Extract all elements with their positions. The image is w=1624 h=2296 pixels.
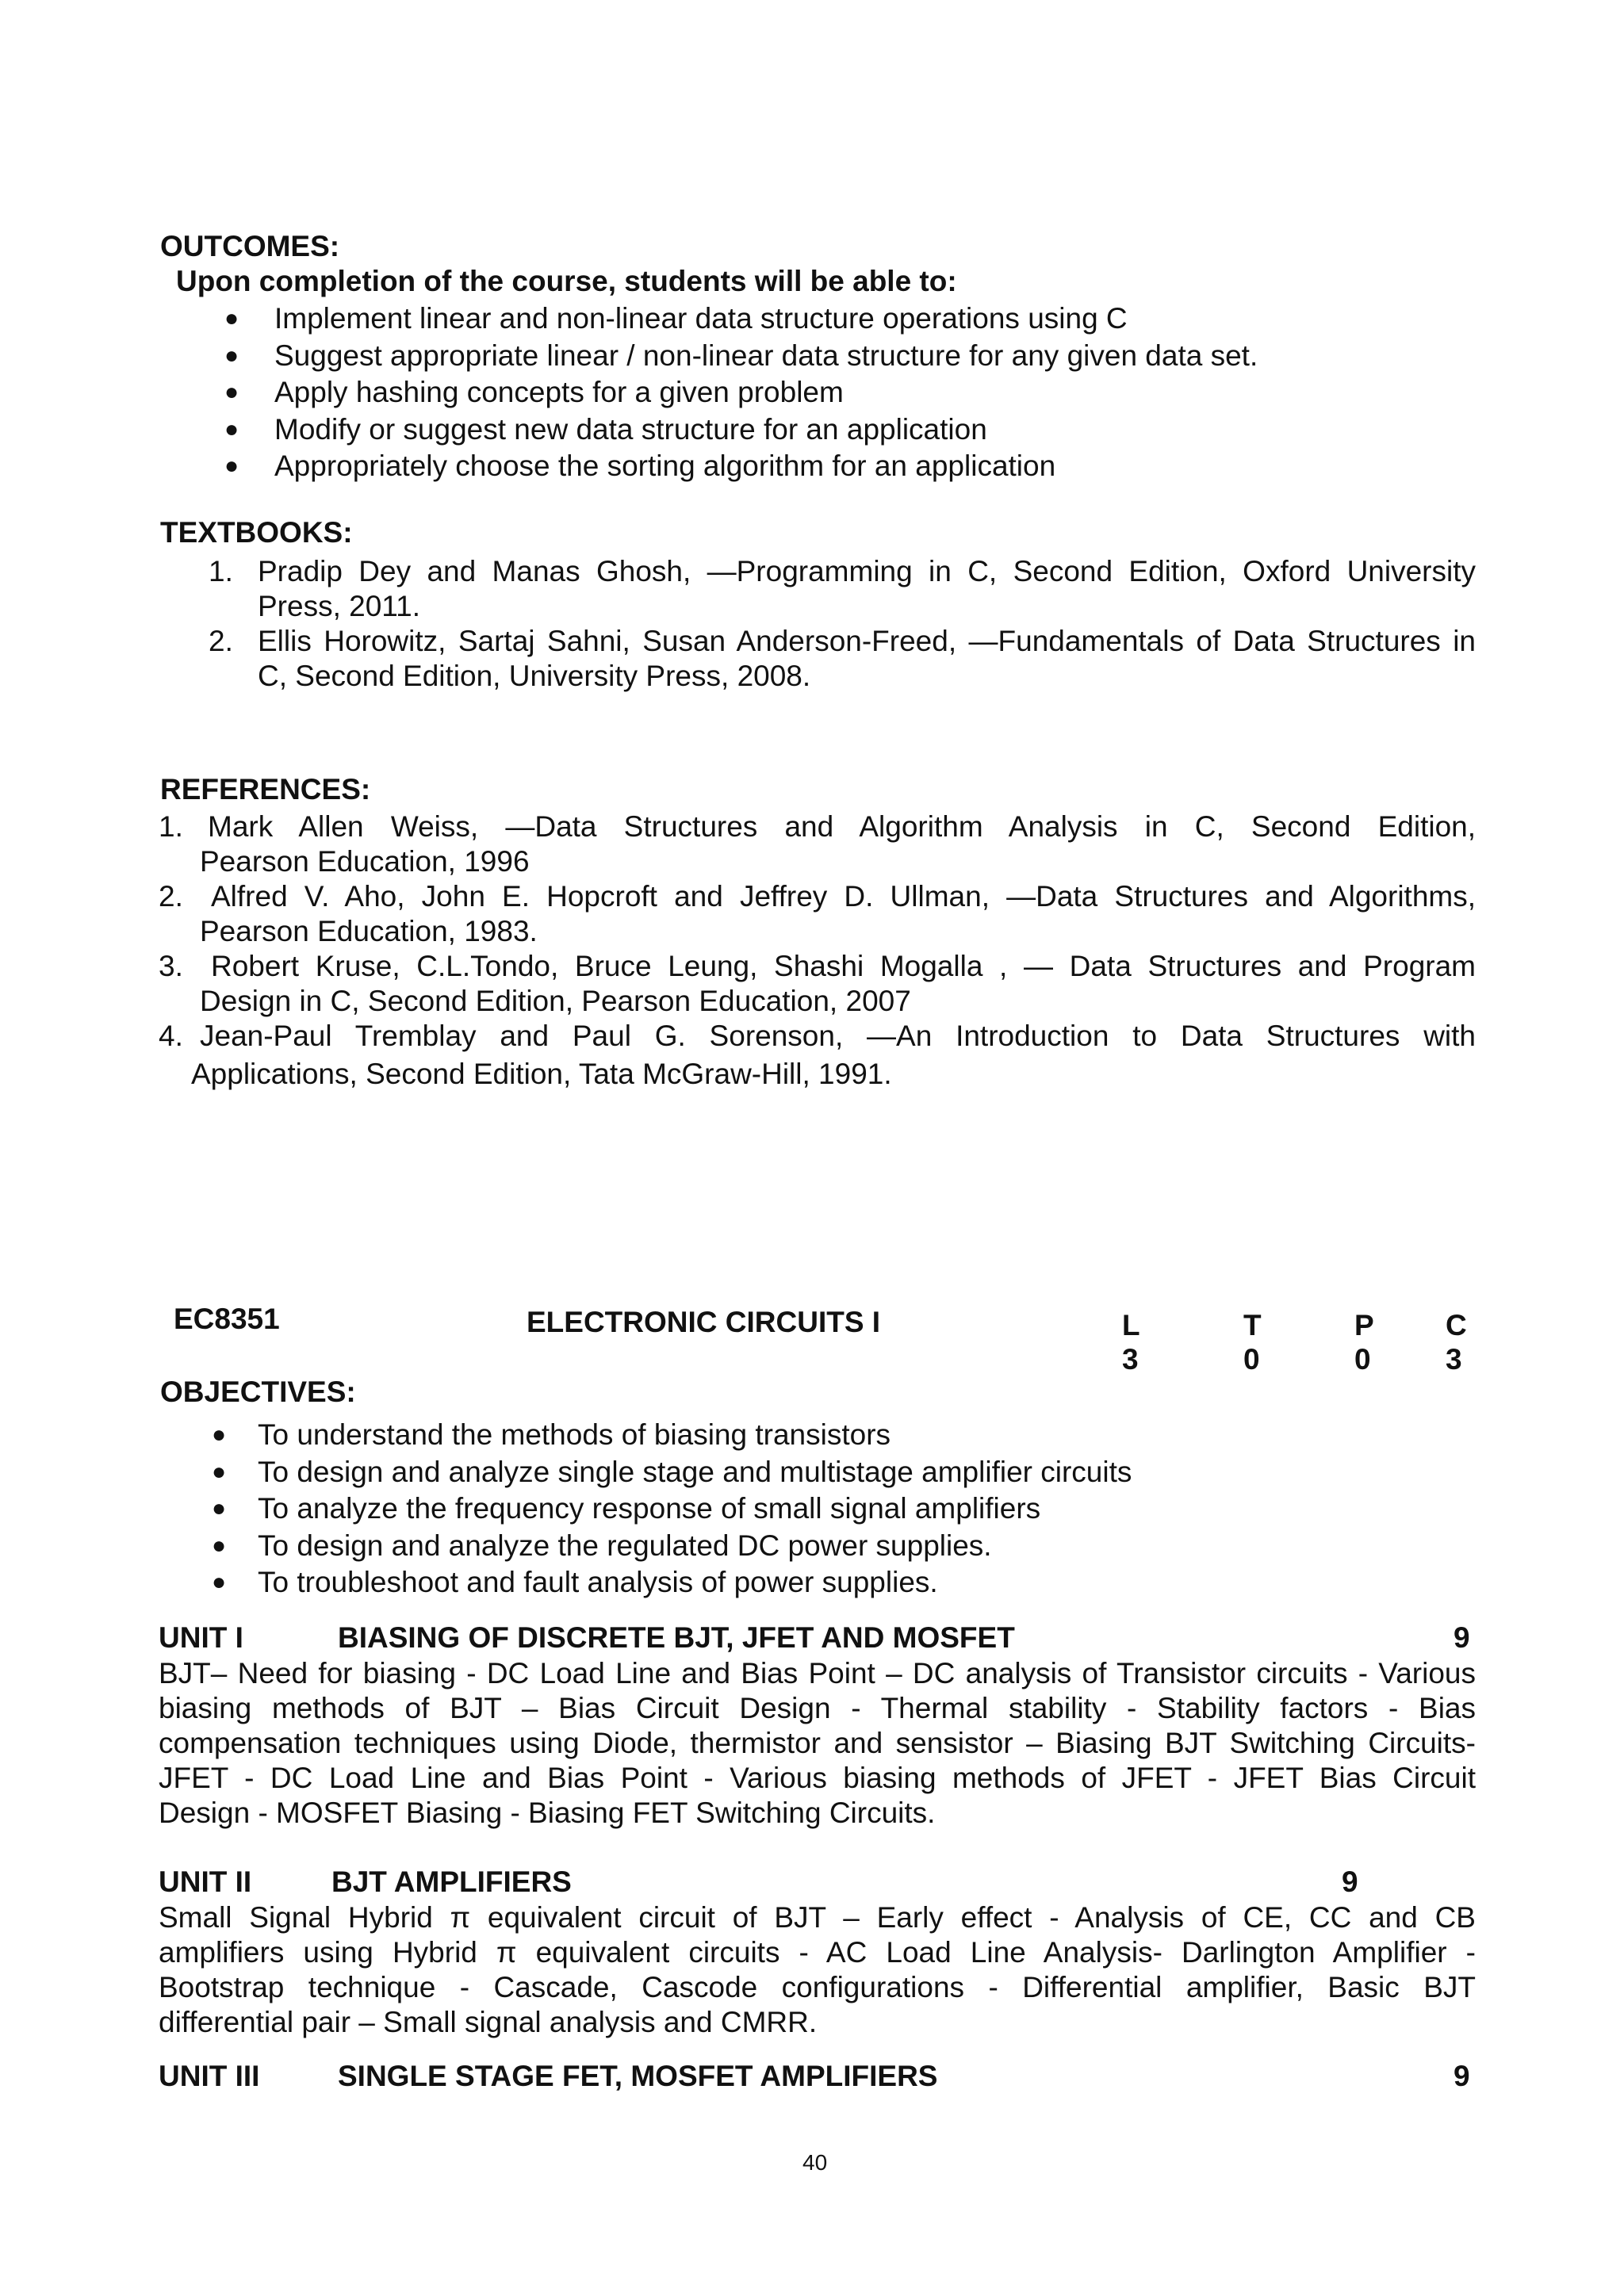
ltpc-label-l: L — [1122, 1309, 1140, 1341]
unit-description-line: Small Signal Hybrid π equivalent circuit of BJT – Early effect - Analysis of CE, CC and CB — [159, 1901, 1476, 1934]
ltpc-label-c: C — [1446, 1309, 1467, 1341]
textbook-line: Ellis Horowitz, Sartaj Sahni, Susan Anderson-Freed, —Fundamentals of Data Structures in — [258, 625, 1476, 657]
list-item: ● Appropriately choose the sorting algorithm for an application — [224, 450, 1056, 482]
reference-line: Design in C, Second Edition, Pearson Education, 2007 — [200, 985, 911, 1017]
list-item: ● Implement linear and non-linear data structure operations using C — [224, 302, 1128, 335]
unit-label: UNIT I — [159, 1621, 243, 1654]
reference-line: Alfred V. Aho, John E. Hopcroft and Jeffrey D. Ullman, —Data Structures and Algorithms, — [211, 880, 1476, 913]
list-item: ● To troubleshoot and fault analysis of power supplies. — [212, 1566, 938, 1598]
unit-hours: 9 — [1454, 1621, 1470, 1654]
list-item: ● Modify or suggest new data structure for an application — [224, 412, 987, 446]
reference-number: 2. — [159, 880, 183, 913]
unit-hours: 9 — [1342, 1866, 1358, 1898]
unit-description-line: BJT– Need for biasing - DC Load Line and Bias Point – DC analysis of Transistor circuits - Various — [159, 1657, 1476, 1689]
ltpc-value-p: 0 — [1354, 1343, 1371, 1376]
reference-line: Pearson Education, 1996 — [200, 845, 530, 878]
textbook-line: C, Second Edition, University Press, 2008. — [258, 660, 811, 692]
reference-line: Robert Kruse, C.L.Tondo, Bruce Leung, Shashi Mogalla , — Data Structures and Program — [211, 950, 1476, 982]
unit-title: BIASING OF DISCRETE BJT, JFET AND MOSFET — [338, 1621, 1015, 1654]
outcomes-intro: Upon completion of the course, students will be able to: — [176, 265, 957, 297]
reference-line: Jean-Paul Tremblay and Paul G. Sorenson, —An Introduction to Data Structures with — [200, 1020, 1476, 1052]
unit-label: UNIT II — [159, 1866, 252, 1898]
textbooks-heading: TEXTBOOKS: — [160, 516, 353, 549]
unit-description-line: Design - MOSFET Biasing - Biasing FET Switching Circuits. — [159, 1797, 936, 1829]
list-item: ● To design and analyze single stage and multistage amplifier circuits — [212, 1455, 1132, 1488]
page-number: 40 — [802, 2150, 828, 2175]
unit-description-line: compensation techniques using Diode, thermistor and sensistor – Biasing BJT Switching Circuits- — [159, 1727, 1476, 1759]
list-item: ● Apply hashing concepts for a given problem — [224, 376, 844, 408]
unit-title: SINGLE STAGE FET, MOSFET AMPLIFIERS — [338, 2060, 938, 2092]
unit-label: UNIT III — [159, 2060, 260, 2092]
textbook-line: Pradip Dey and Manas Ghosh, —Programming in C, Second Edition, Oxford University — [258, 555, 1476, 587]
unit-description-line: JFET - DC Load Line and Bias Point - Various biasing methods of JFET - JFET Bias Circuit — [159, 1762, 1476, 1794]
unit-hours: 9 — [1454, 2060, 1470, 2092]
references-heading: REFERENCES: — [160, 773, 371, 806]
unit-description-line: Bootstrap technique - Cascade, Cascode configurations - Differential amplifier, Basic BJT — [159, 1971, 1476, 2003]
list-item: ● To analyze the frequency response of small signal amplifiers — [212, 1492, 1041, 1525]
reference-number: 1. — [159, 810, 183, 843]
textbook-number: 1. — [209, 555, 233, 587]
outcomes-list — [224, 300, 1493, 485]
reference-line: Pearson Education, 1983. — [200, 915, 538, 947]
reference-number: 3. — [159, 950, 183, 982]
unit-description-line: amplifiers using Hybrid π equivalent circuits - AC Load Line Analysis- Darlington Amplifier - — [159, 1936, 1476, 1969]
ltpc-value-t: 0 — [1243, 1343, 1260, 1376]
unit-description-line: biasing methods of BJT – Bias Circuit Design - Thermal stability - Stability factors - Bias — [159, 1692, 1476, 1724]
objectives-heading: OBJECTIVES: — [160, 1376, 356, 1408]
list-item: ● Suggest appropriate linear / non-linear data structure for any given data set. — [224, 339, 1258, 372]
list-item: ● To design and analyze the regulated DC power supplies. — [212, 1529, 992, 1562]
course-code: EC8351 — [174, 1303, 280, 1335]
textbook-number: 2. — [209, 625, 233, 657]
course-title: ELECTRONIC CIRCUITS I — [527, 1306, 881, 1338]
textbook-line: Press, 2011. — [258, 590, 420, 622]
list-item: ● To understand the methods of biasing transistors — [212, 1418, 891, 1451]
reference-line: Applications, Second Edition, Tata McGraw-Hill, 1991. — [191, 1058, 892, 1090]
reference-line: Mark Allen Weiss, —Data Structures and Algorithm Analysis in C, Second Edition, — [208, 810, 1476, 843]
outcomes-heading: OUTCOMES: — [160, 230, 340, 262]
unit-description-line: differential pair – Small signal analysis and CMRR. — [159, 2006, 818, 2038]
unit-title: BJT AMPLIFIERS — [331, 1866, 572, 1898]
objectives-list — [212, 1417, 1480, 1601]
ltpc-value-l: 3 — [1122, 1343, 1139, 1376]
ltpc-label-t: T — [1243, 1309, 1262, 1341]
ltpc-label-p: P — [1354, 1309, 1374, 1341]
ltpc-value-c: 3 — [1446, 1343, 1462, 1376]
reference-number: 4. — [159, 1020, 183, 1052]
